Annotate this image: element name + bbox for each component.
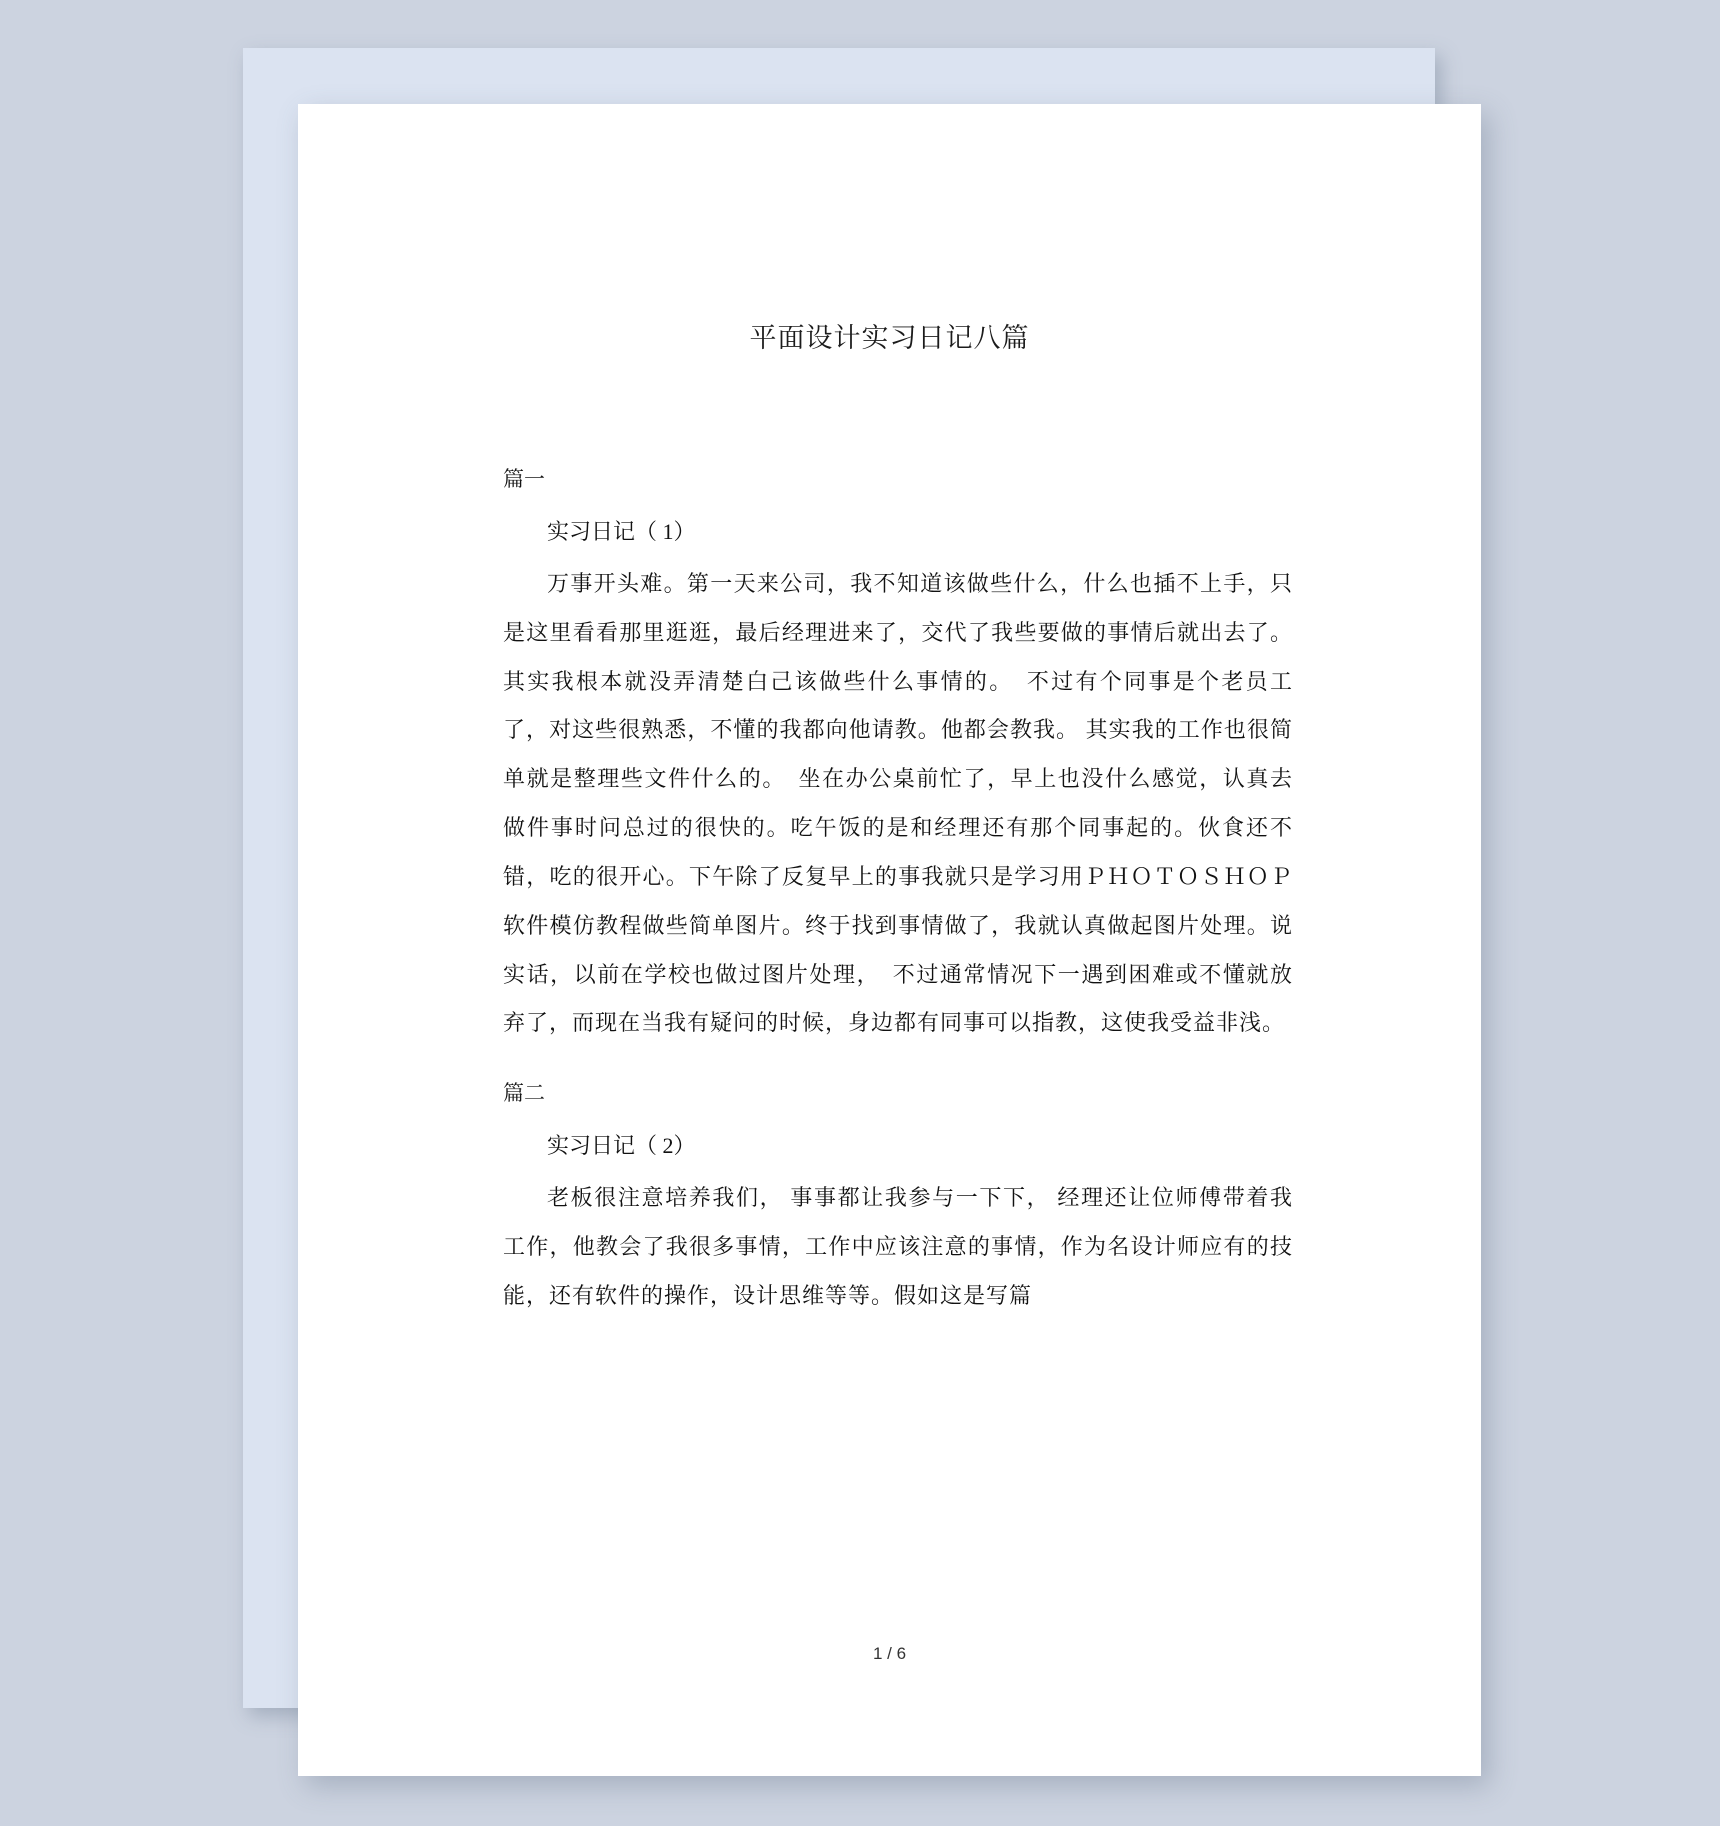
section-label-2: 篇二 xyxy=(503,1081,545,1106)
page-number: 1 / 6 xyxy=(872,1644,907,1663)
page-title: 平面设计实习日记八篇 xyxy=(749,323,1030,353)
section-subheading-1: 实习日记（ 1） xyxy=(547,518,696,544)
section-subheading-2: 实习日记（ 2） xyxy=(547,1133,696,1159)
section-paragraph-1: 万事开头难。第一天来公司，我不知道该做些什么，什么也插不上手，只是这里看看那里逛逛，最后经理进来了，交代了我些要做的事情后就出去了。 其实我根本就没弄清楚白己该做些什么事情的。 不过有个同事是个老员工了，对这些很熟悉，不懂的我都向他请教。他都会教我。 其实我的工作也很简单就是整理些文件什么的。 坐在办公桌前忙了，早上也没什么感觉，认真去做件事时问总过的很快的。吃午饭的是和经理还有那个同事起的。伙食还不错，吃的很开心。下午除了反复早上的事我就只是学习用ＰＨＯＴＯＳＨＯＰ软件模仿教程做些简单图片。终于找到事情做了，我就认真做起图片处理。说实话，以前在学校也做过图片处理， 不过通常情况下一遇到困难或不懂就放弃了，而现在当我有疑问的时候，身边都有同事可以指教，这使我受益非浅。 xyxy=(503,570,1293,1036)
section-label-1: 篇一 xyxy=(503,467,545,491)
document-body xyxy=(503,434,1293,1321)
section-paragraph-2: 老板很注意培养我们， 事事都让我参与一下下， 经理还让位师傅带着我工作，他教会了我很多事情，工作中应该注意的事情，作为名设计师应有的技能，还有软件的操作，设计思维等等。假如这是写篇 xyxy=(503,1185,1293,1308)
document-page xyxy=(298,104,1481,1776)
